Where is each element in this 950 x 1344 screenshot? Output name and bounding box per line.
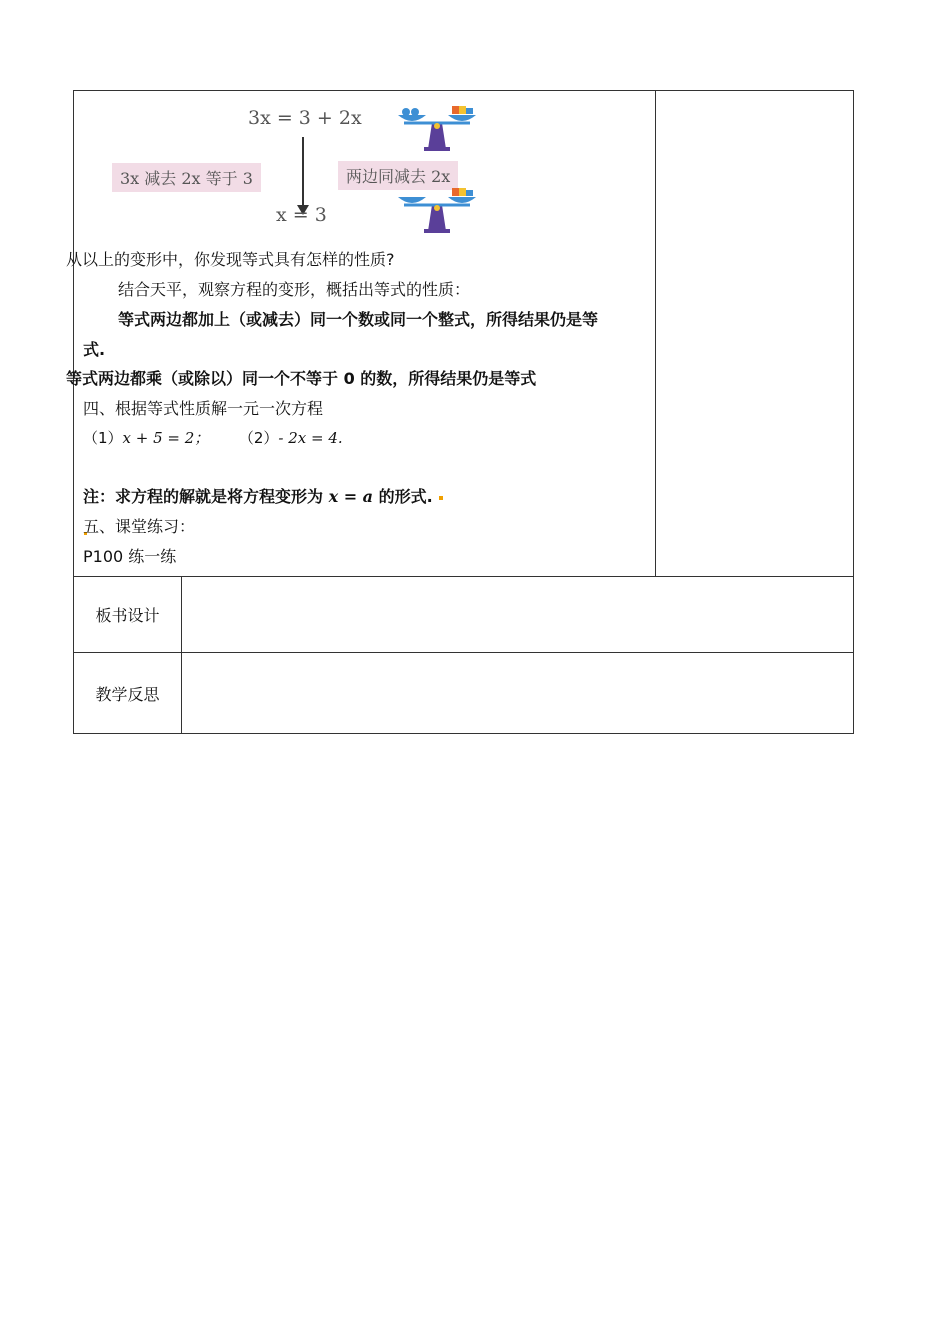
side-notes-cell	[656, 91, 854, 577]
reflection-label: 教学反思	[74, 653, 182, 734]
note-math: x = a	[328, 487, 374, 506]
intro-text: 结合天平，观察方程的变形，概括出等式的性质：	[118, 280, 471, 299]
practice-text: P100 练一练	[83, 547, 177, 566]
exercise-two-equation: - 2x = 4.	[278, 429, 343, 447]
main-content-cell	[66, 91, 656, 577]
property-one-line-two: 式.	[83, 340, 106, 359]
left-note: 3x 减去 2x 等于 3	[112, 163, 261, 192]
note-text	[83, 487, 443, 507]
note-prefix: 注：求方程的解就是将方程变形为	[83, 487, 329, 506]
property-two: 等式两边都乘（或除以）同一个不等于 0 的数，所得结果仍是等式	[66, 369, 537, 388]
board-design-label: 板书设计	[74, 577, 182, 653]
balance-figure	[110, 101, 490, 231]
section-five-heading: 五、课堂练习：	[83, 517, 196, 536]
section-four-heading: 四、根据等式性质解一元一次方程	[83, 399, 324, 418]
exercise-one-equation: x + 5 = 2；	[122, 429, 210, 447]
balance-scale-top-icon	[396, 103, 478, 153]
lesson-table	[66, 90, 854, 734]
note-suffix: 的形式.	[373, 487, 433, 506]
equation-bottom: x = 3	[276, 204, 327, 226]
property-one-line-one: 等式两边都加上（或减去）同一个数或同一个整式，所得结果仍是等	[118, 310, 599, 329]
exercise-two-number: （2）	[238, 429, 279, 447]
equation-top: 3x = 3 + 2x	[248, 107, 362, 129]
exercise-one-number: （1）	[83, 429, 123, 447]
right-note: 两边同减去 2x	[338, 161, 458, 190]
question-text: 从以上的变形中，你发现等式具有怎样的性质?	[66, 250, 395, 269]
exercise-line	[83, 428, 343, 448]
marker-dot	[439, 496, 443, 500]
balance-scale-bottom-icon	[396, 185, 478, 235]
reflection-cell	[182, 653, 854, 734]
transform-arrow	[302, 137, 304, 209]
lesson-sheet	[66, 90, 853, 734]
board-design-cell	[182, 577, 854, 653]
